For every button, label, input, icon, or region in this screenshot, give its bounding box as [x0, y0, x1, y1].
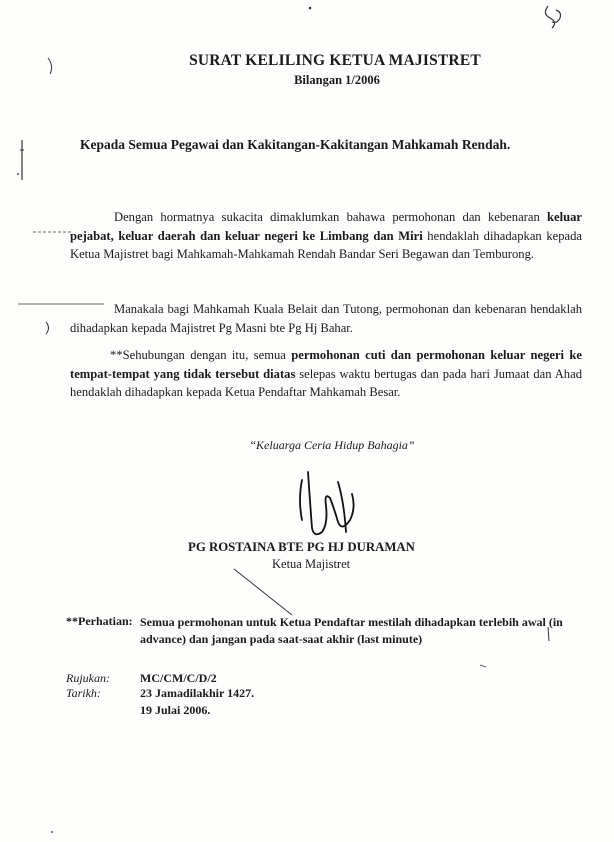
- motto: “Keluarga Ceria Hidup Bahagia”: [249, 438, 415, 452]
- pen-stroke: [230, 565, 300, 620]
- note-text: Semua permohonan untuk Ketua Pendaftar mestilah dihadapkan terlebih awal (in advance) dan jangan pada saat-saat akhir (last minute): [140, 615, 563, 646]
- addressee-line: Kepada Semua Pegawai dan Kakitangan-Kakitangan Mahkamah Rendah.: [80, 137, 511, 152]
- reference-value: MC/CM/C/D/2: [140, 671, 217, 685]
- date-gregorian: 19 Julai 2006.: [140, 703, 211, 717]
- document-number: Bilangan 1/2006: [294, 73, 380, 87]
- reference-label: Rujukan:: [66, 671, 110, 685]
- note-label: **Perhatian:: [66, 614, 133, 628]
- signer-name: PG ROSTAINA BTE PG HJ DURAMAN: [188, 540, 415, 554]
- signature-image: [290, 462, 370, 542]
- document-title: SURAT KELILING KETUA MAJISTRET: [189, 52, 481, 69]
- paragraph-1-text-a: Dengan hormatnya sukacita dimaklumkan bahawa permohonan dan kebenaran: [114, 210, 548, 224]
- paragraph-3-bold: permohonan cuti dan permohonan keluar negeri ke tempat-tempat yang tidak tersebut diatas: [70, 348, 582, 381]
- signer-title: Ketua Majistret: [272, 557, 351, 571]
- paragraph-3-text-a: **Sehubungan dengan itu, semua: [110, 348, 292, 362]
- paragraph-3: [70, 346, 582, 402]
- date-hijri: 23 Jamadilakhir 1427.: [140, 686, 255, 700]
- paragraph-2: [70, 300, 582, 337]
- paragraph-1: [70, 208, 582, 264]
- paragraph-2-text: Manakala bagi Mahkamah Kuala Belait dan Tutong, permohonan dan kebenaran hendaklah dihadapkan kepada Majistret Pg Masni bte Pg Hj Bahar.: [70, 302, 582, 335]
- paragraph-1-text-b: hendaklah dihadapkan kepada Ketua Majistret bagi Mahkamah-Mahkamah Rendah Bandar Seri Begawan dan Temburong.: [70, 228, 582, 261]
- paragraph-3-text-b: selepas waktu bertugas dan pada hari Jumaat dan Ahad hendaklah dihadapkan kepada Ketua Pendaftar Mahkamah Besar.: [70, 366, 582, 399]
- date-label: Tarikh:: [66, 686, 101, 700]
- paragraph-1-bold: keluar pejabat, keluar daerah dan keluar negeri ke Limbang dan Miri: [70, 210, 582, 243]
